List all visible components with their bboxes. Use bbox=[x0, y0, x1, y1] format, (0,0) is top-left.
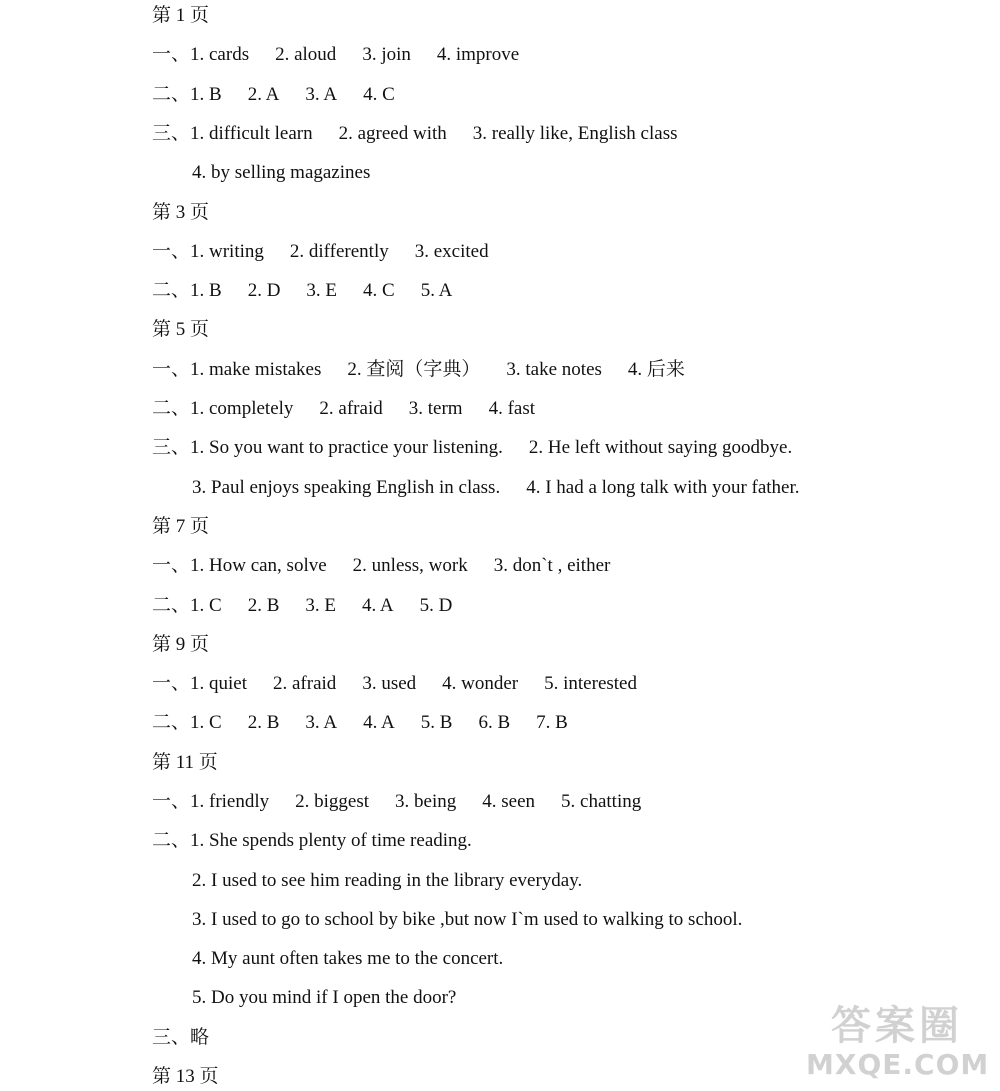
answer-item: 二、1. B bbox=[152, 84, 222, 105]
answer-item: 2. A bbox=[247, 84, 280, 105]
answer-line bbox=[152, 711, 568, 735]
answer-line bbox=[152, 554, 610, 578]
answer-item: 二、1. completely bbox=[152, 398, 294, 419]
answer-line bbox=[152, 122, 677, 146]
answer-item: 3. excited bbox=[414, 241, 489, 262]
answer-item: 4. improve bbox=[436, 44, 520, 65]
answer-item: 3. join bbox=[362, 44, 411, 65]
answer-item: 二、1. B bbox=[152, 280, 222, 301]
answer-line bbox=[192, 947, 503, 971]
answer-item: 2. I used to see him reading in the library everyday. bbox=[192, 870, 583, 891]
answer-item: 3. term bbox=[408, 398, 463, 419]
answer-item: 7. B bbox=[536, 712, 568, 733]
section-heading bbox=[152, 633, 209, 657]
answer-item: 2. He left without saying goodbye. bbox=[528, 437, 793, 458]
heading-text: 三、略 bbox=[152, 1027, 210, 1048]
section-heading bbox=[152, 751, 218, 775]
answer-item: 二、1. She spends plenty of time reading. bbox=[152, 830, 472, 851]
answer-item: 4. A bbox=[363, 712, 395, 733]
answer-item: 5. chatting bbox=[561, 791, 642, 812]
answer-item: 5. B bbox=[420, 712, 453, 733]
answer-line bbox=[192, 161, 370, 185]
answer-item: 3. being bbox=[395, 791, 457, 812]
answer-item: 5. Do you mind if I open the door? bbox=[192, 987, 457, 1008]
answer-item: 3. A bbox=[305, 712, 338, 733]
answer-line bbox=[152, 279, 452, 303]
heading-text: 第 7 页 bbox=[152, 516, 210, 537]
heading-text: 第 1 页 bbox=[152, 5, 210, 26]
answer-line bbox=[192, 908, 742, 932]
answer-line bbox=[192, 986, 456, 1010]
answer-item: 3. A bbox=[305, 84, 338, 105]
answer-item: 4. A bbox=[361, 595, 394, 616]
answer-line bbox=[152, 829, 472, 853]
heading-text: 第 13 页 bbox=[152, 1066, 219, 1087]
answer-item: 一、1. friendly bbox=[152, 791, 270, 812]
answer-item: 一、1. quiet bbox=[152, 673, 247, 694]
heading-text: 第 9 页 bbox=[152, 634, 210, 655]
answer-item: 三、1. So you want to practice your listening. bbox=[152, 437, 503, 458]
answer-item: 三、1. difficult learn bbox=[152, 123, 313, 144]
answer-item: 3. take notes bbox=[506, 359, 602, 380]
answer-item: 2. B bbox=[247, 595, 280, 616]
answer-line bbox=[152, 397, 535, 421]
answer-item: 二、1. C bbox=[152, 712, 222, 733]
answer-item: 5. D bbox=[419, 595, 453, 616]
answer-item: 4. seen bbox=[482, 791, 536, 812]
watermark-logo bbox=[806, 1003, 988, 1087]
section-heading bbox=[152, 1065, 219, 1089]
heading-text: 第 11 页 bbox=[152, 752, 218, 773]
answer-line bbox=[152, 790, 641, 814]
answer-item: 2. afraid bbox=[319, 398, 383, 419]
answer-item: 2. D bbox=[247, 280, 281, 301]
watermark-title: 答案圈 bbox=[831, 1003, 963, 1049]
answer-item: 2. agreed with bbox=[338, 123, 447, 144]
answer-item: 6. B bbox=[478, 712, 511, 733]
answer-line bbox=[152, 672, 637, 696]
answer-item: 4. fast bbox=[488, 398, 535, 419]
section-heading bbox=[152, 201, 209, 225]
answer-line bbox=[152, 594, 452, 618]
answer-line bbox=[192, 869, 582, 893]
section-heading bbox=[152, 318, 209, 342]
answer-line bbox=[152, 43, 519, 67]
answer-item: 二、1. C bbox=[152, 595, 222, 616]
answer-item: 2. differently bbox=[289, 241, 389, 262]
answer-item: 2. aloud bbox=[275, 44, 337, 65]
answer-item: 一、1. make mistakes bbox=[152, 359, 322, 380]
answer-line bbox=[152, 240, 489, 264]
answer-item: 2. biggest bbox=[295, 791, 370, 812]
answer-item: 3. Paul enjoys speaking English in class. bbox=[192, 477, 501, 498]
answer-item: 4. C bbox=[363, 84, 395, 105]
heading-text: 第 3 页 bbox=[152, 202, 210, 223]
answer-item: 5. A bbox=[420, 280, 453, 301]
answer-item: 4. 后来 bbox=[627, 359, 685, 380]
answer-item: 4. wonder bbox=[442, 673, 519, 694]
answer-item: 2. 查阅（字典） bbox=[347, 359, 481, 380]
answer-item: 2. afraid bbox=[273, 673, 337, 694]
watermark-url: MXQE.COM bbox=[806, 1048, 990, 1081]
section-heading bbox=[152, 4, 209, 28]
heading-text: 第 5 页 bbox=[152, 319, 210, 340]
answer-item: 一、1. writing bbox=[152, 241, 264, 262]
answer-item: 3. used bbox=[362, 673, 417, 694]
answer-item: 3. really like, English class bbox=[472, 123, 678, 144]
answer-line bbox=[192, 476, 800, 500]
answer-item: 5. interested bbox=[544, 673, 637, 694]
answer-item: 一、1. How can, solve bbox=[152, 555, 327, 576]
answer-line bbox=[152, 358, 685, 382]
answer-item: 2. unless, work bbox=[352, 555, 468, 576]
answer-item: 2. B bbox=[247, 712, 280, 733]
answer-item: 3. don`t , either bbox=[493, 555, 611, 576]
answer-item: 4. C bbox=[363, 280, 395, 301]
answer-item: 4. by selling magazines bbox=[192, 162, 371, 183]
answer-item: 4. I had a long talk with your father. bbox=[526, 477, 800, 498]
section-heading bbox=[152, 515, 209, 539]
answer-item: 3. E bbox=[306, 280, 338, 301]
answer-line bbox=[152, 83, 395, 107]
answer-item: 4. My aunt often takes me to the concert. bbox=[192, 948, 504, 969]
section-heading bbox=[152, 1026, 209, 1050]
answer-item: 3. E bbox=[305, 595, 336, 616]
answer-item: 一、1. cards bbox=[152, 44, 250, 65]
answer-line bbox=[152, 436, 792, 460]
answer-item: 3. I used to go to school by bike ,but now I`m used to walking to school. bbox=[192, 909, 743, 930]
